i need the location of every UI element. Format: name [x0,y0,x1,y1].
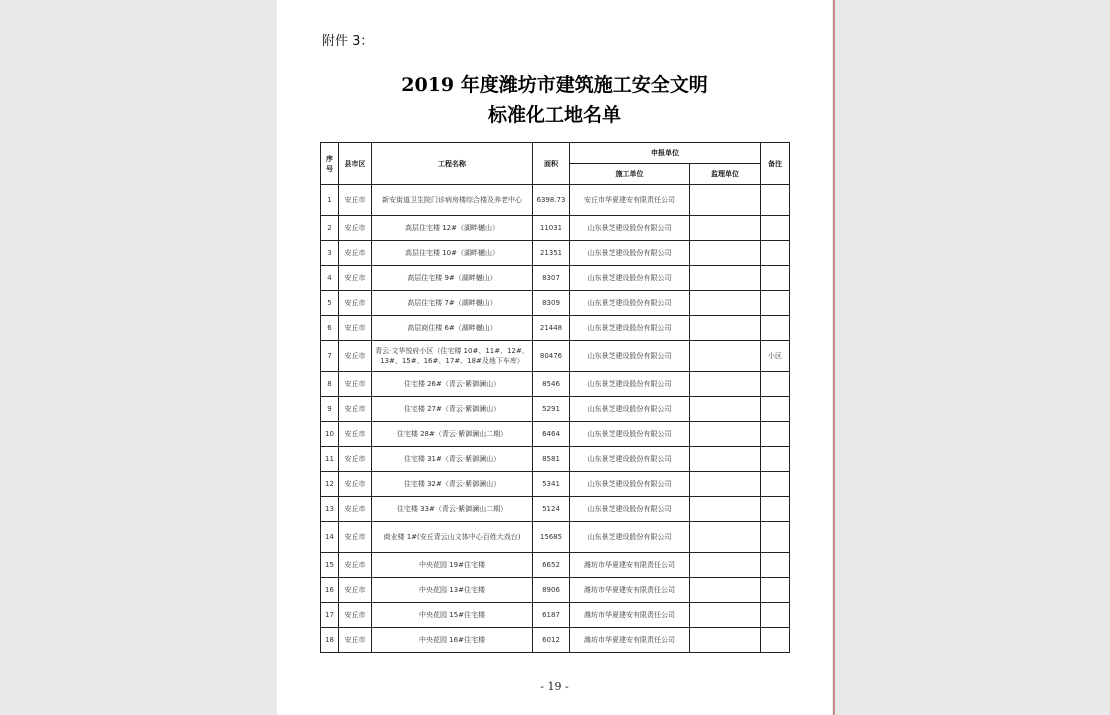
row-supervisor [690,603,761,628]
row-builder: 山东景芝建设股份有限公司 [570,522,690,553]
row-builder: 山东景芝建设股份有限公司 [570,397,690,422]
row-seq: 7 [321,341,339,372]
table-header-row [321,143,790,164]
table-row [321,447,790,472]
row-supervisor [690,291,761,316]
row-seq: 8 [321,372,339,397]
row-builder: 山东景芝建设股份有限公司 [570,241,690,266]
row-remark [761,397,790,422]
table-row [321,553,790,578]
row-county: 安丘市 [339,372,372,397]
row-remark [761,497,790,522]
row-area: 15685 [533,522,570,553]
page-edge-shadow [833,0,835,715]
row-area: 5124 [533,497,570,522]
row-project-name: 住宅楼 27#（青云·紫御澜山） [372,397,533,422]
row-builder: 山东景芝建设股份有限公司 [570,472,690,497]
row-project-name: 住宅楼 32#（青云·紫御澜山） [372,472,533,497]
document-title-line-2: 标准化工地名单 [487,104,621,126]
row-remark [761,603,790,628]
row-project-name: 住宅楼 31#（青云·紫御澜山） [372,447,533,472]
row-supervisor [690,185,761,216]
row-area: 80476 [533,341,570,372]
row-county: 安丘市 [339,266,372,291]
row-supervisor [690,628,761,653]
row-area: 8307 [533,266,570,291]
row-remark [761,372,790,397]
row-seq: 13 [321,497,339,522]
row-remark [761,266,790,291]
row-remark [761,628,790,653]
row-builder: 山东景芝建设股份有限公司 [570,316,690,341]
row-county: 安丘市 [339,316,372,341]
table-row [321,316,790,341]
row-builder: 山东景芝建设股份有限公司 [570,422,690,447]
table-row [321,185,790,216]
row-seq: 18 [321,628,339,653]
row-builder: 潍坊市华夏建安有限责任公司 [570,603,690,628]
row-area: 5341 [533,472,570,497]
table-row [321,497,790,522]
site-list-table [320,142,790,653]
row-seq: 17 [321,603,339,628]
row-area: 6012 [533,628,570,653]
row-seq: 10 [321,422,339,447]
row-county: 安丘市 [339,185,372,216]
row-supervisor [690,266,761,291]
row-county: 安丘市 [339,397,372,422]
row-area: 11031 [533,216,570,241]
row-project-name: 高层住宅楼 10#（湖畔樾山） [372,241,533,266]
row-county: 安丘市 [339,578,372,603]
row-county: 安丘市 [339,628,372,653]
row-remark [761,241,790,266]
table-row [321,372,790,397]
row-county: 安丘市 [339,422,372,447]
row-remark [761,578,790,603]
row-supervisor [690,341,761,372]
row-area: 8309 [533,291,570,316]
row-area: 6652 [533,553,570,578]
row-remark [761,316,790,341]
row-county: 安丘市 [339,522,372,553]
row-area: 6464 [533,422,570,447]
row-project-name: 高层住宅楼 12#（湖畔樾山） [372,216,533,241]
row-remark [761,447,790,472]
row-builder: 潍坊市华夏建安有限责任公司 [570,553,690,578]
row-seq: 6 [321,316,339,341]
table-row [321,628,790,653]
row-remark [761,185,790,216]
row-builder: 山东景芝建设股份有限公司 [570,291,690,316]
row-remark [761,422,790,447]
row-project-name: 住宅楼 33#（青云·紫御澜山二期） [372,497,533,522]
row-area: 8546 [533,372,570,397]
row-area: 6187 [533,603,570,628]
row-builder: 潍坊市华夏建安有限责任公司 [570,628,690,653]
row-seq: 16 [321,578,339,603]
row-supervisor [690,522,761,553]
row-project-name: 住宅楼 26#（青云·紫御澜山） [372,372,533,397]
table-row [321,241,790,266]
row-seq: 1 [321,185,339,216]
row-builder: 山东景芝建设股份有限公司 [570,341,690,372]
row-area: 21448 [533,316,570,341]
row-builder: 山东景芝建设股份有限公司 [570,497,690,522]
row-supervisor [690,372,761,397]
row-seq: 2 [321,216,339,241]
row-seq: 3 [321,241,339,266]
row-seq: 4 [321,266,339,291]
row-supervisor [690,578,761,603]
row-project-name: 中央花园 16#住宅楼 [372,628,533,653]
row-project-name: 高层住宅楼 9#（湖畔樾山） [372,266,533,291]
header-supervisor: 监理单位 [690,164,761,185]
row-seq: 11 [321,447,339,472]
row-project-name: 商业楼 1#(安丘青云山文体中心百姓大戏台) [372,522,533,553]
row-county: 安丘市 [339,291,372,316]
row-supervisor [690,553,761,578]
row-county: 安丘市 [339,603,372,628]
table-row [321,522,790,553]
row-project-name: 中央花园 15#住宅楼 [372,603,533,628]
row-builder: 潍坊市华夏建安有限责任公司 [570,578,690,603]
row-county: 安丘市 [339,216,372,241]
row-county: 安丘市 [339,497,372,522]
row-builder: 山东景芝建设股份有限公司 [570,266,690,291]
table-row [321,266,790,291]
row-supervisor [690,241,761,266]
page-number: - 19 - [540,680,569,693]
header-builder: 施工单位 [570,164,690,185]
header-area: 面积 [533,143,570,185]
document-title-line-1: 2019 年度潍坊市建筑施工安全文明 [401,74,708,96]
table-row [321,422,790,447]
row-seq: 14 [321,522,339,553]
row-seq: 12 [321,472,339,497]
row-remark [761,291,790,316]
header-declaring-unit: 申报单位 [570,143,761,164]
row-area: 6398.73 [533,185,570,216]
row-project-name: 高层商住楼 6#（湖畔樾山） [372,316,533,341]
row-project-name: 中央花园 13#住宅楼 [372,578,533,603]
row-remark: 小区 [761,341,790,372]
table-row [321,397,790,422]
row-supervisor [690,447,761,472]
row-remark [761,472,790,497]
table-row [321,216,790,241]
row-builder: 山东景芝建设股份有限公司 [570,216,690,241]
row-builder: 安丘市华夏建安有限责任公司 [570,185,690,216]
row-county: 安丘市 [339,341,372,372]
row-area: 21351 [533,241,570,266]
row-county: 安丘市 [339,447,372,472]
header-county: 县市区 [339,143,372,185]
row-project-name: 中央花园 19#住宅楼 [372,553,533,578]
row-area: 5291 [533,397,570,422]
table-row [321,341,790,372]
row-remark [761,216,790,241]
row-project-name: 高层住宅楼 7#（湖畔樾山） [372,291,533,316]
header-remark: 备注 [761,143,790,185]
row-builder: 山东景芝建设股份有限公司 [570,447,690,472]
row-area: 8906 [533,578,570,603]
row-supervisor [690,216,761,241]
row-supervisor [690,497,761,522]
row-supervisor [690,422,761,447]
row-project-name: 青云·文华悦府小区（住宅楼 10#、11#、12#、13#、15#、16#、17#、18#及地下车库） [372,341,533,372]
table-row [321,472,790,497]
header-seq: 序号 [321,143,339,185]
row-seq: 15 [321,553,339,578]
row-project-name: 新安街道卫生院门诊病房楼综合楼及养老中心 [372,185,533,216]
row-builder: 山东景芝建设股份有限公司 [570,372,690,397]
row-supervisor [690,397,761,422]
table-row [321,578,790,603]
table-row [321,603,790,628]
attachment-label: 附件 3： [322,34,374,49]
row-county: 安丘市 [339,241,372,266]
row-county: 安丘市 [339,472,372,497]
row-supervisor [690,472,761,497]
table-row [321,291,790,316]
row-supervisor [690,316,761,341]
row-remark [761,553,790,578]
header-project: 工程名称 [372,143,533,185]
row-project-name: 住宅楼 28#（青云·紫御澜山二期） [372,422,533,447]
row-county: 安丘市 [339,553,372,578]
row-area: 8581 [533,447,570,472]
row-remark [761,522,790,553]
row-seq: 9 [321,397,339,422]
row-seq: 5 [321,291,339,316]
